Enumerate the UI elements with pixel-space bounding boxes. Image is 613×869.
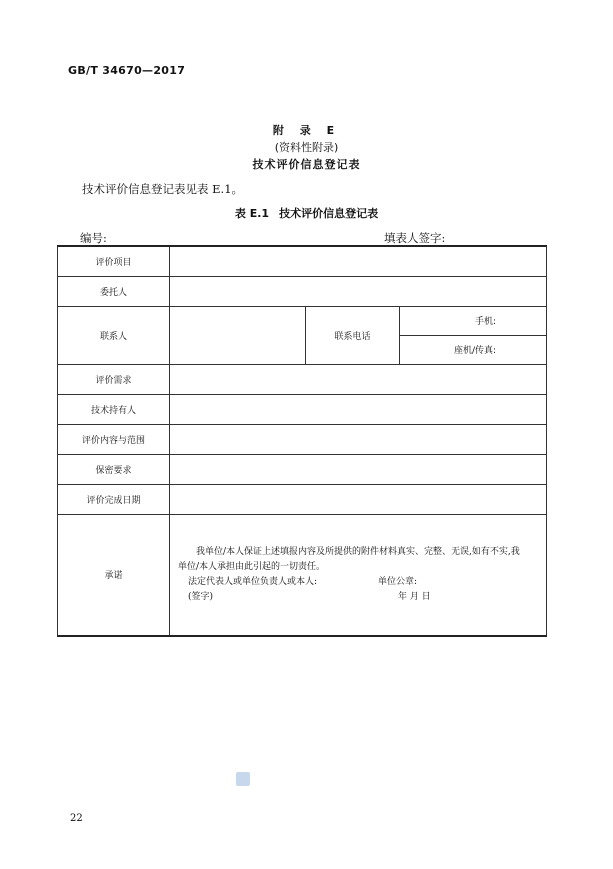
table-row: [58, 246, 547, 276]
table-caption: [0, 205, 613, 221]
watermark-logo: [236, 772, 250, 786]
eval-item-label: 评价项目: [58, 246, 170, 276]
page-number: 22: [70, 813, 83, 824]
contact-label: 联系人: [58, 306, 170, 364]
eval-scope-label: 评价内容与范围: [58, 424, 170, 454]
eval-scope-value[interactable]: [170, 424, 547, 454]
serial-number-label: 编号:: [80, 231, 107, 245]
representative-label: 法定代表人或单位负责人或本人:: [188, 576, 318, 587]
table-title: 技术评价信息登记表: [279, 207, 379, 220]
eval-need-label: 评价需求: [58, 364, 170, 394]
landline-fax-label[interactable]: 座机/传真:: [400, 335, 547, 364]
pledge-content: [170, 514, 547, 636]
tech-holder-label: 技术持有人: [58, 394, 170, 424]
appendix-title: 附 录 E: [272, 124, 341, 137]
client-label: 委托人: [58, 276, 170, 306]
seal-label: 单位公章:: [378, 576, 418, 587]
filler-signature-label: 填表人签字:: [384, 231, 446, 245]
table-row: [58, 364, 547, 394]
phone-label: 联系电话: [306, 306, 400, 364]
pledge-line-1: 我单位/本人保证上述填报内容及所提供的附件材料真实、完整、无误,如有不实,我: [196, 546, 520, 557]
eval-item-value[interactable]: [170, 246, 547, 276]
standard-code: GB/T 34670—2017: [68, 64, 186, 77]
intro-sentence: 技术评价信息登记表见表 E.1。: [82, 182, 244, 196]
pledge-line-2: 单位/本人承担由此引起的一切责任。: [178, 561, 326, 572]
client-value[interactable]: [170, 276, 547, 306]
date-label: 年 月 日: [398, 591, 431, 602]
eval-need-value[interactable]: [170, 364, 547, 394]
appendix-heading: 技术评价信息登记表: [252, 158, 361, 171]
mobile-label[interactable]: 手机:: [400, 306, 547, 335]
confidentiality-value[interactable]: [170, 454, 547, 484]
completion-date-value[interactable]: [170, 484, 547, 514]
table-row: [58, 424, 547, 454]
completion-date-label: 评价完成日期: [58, 484, 170, 514]
registration-table: [57, 245, 547, 637]
pledge-label: 承诺: [58, 514, 170, 636]
table-row: [58, 454, 547, 484]
table-row: [58, 484, 547, 514]
appendix-type: (资料性附录): [274, 141, 339, 154]
table-row: [58, 394, 547, 424]
contact-value[interactable]: [170, 306, 306, 364]
table-number: 表 E.1: [234, 207, 270, 220]
table-row: [58, 514, 547, 636]
tech-holder-value[interactable]: [170, 394, 547, 424]
signature-label: (签字): [188, 591, 214, 602]
table-row: [58, 306, 547, 335]
confidentiality-label: 保密要求: [58, 454, 170, 484]
table-row: [58, 276, 547, 306]
